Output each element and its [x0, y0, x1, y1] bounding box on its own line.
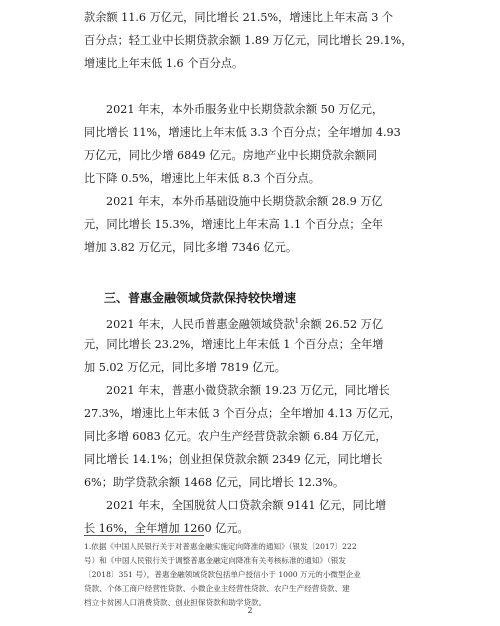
footnote-line: 1.依据《中国人民银行关于对普惠金融实施定向降准的通知》（银发〔2017〕222: [84, 542, 357, 551]
footnote-divider: [84, 535, 204, 536]
text-line: 6%；助学贷款余额 1468 亿元，同比增长 12.3%。: [84, 476, 345, 489]
paragraph-services-loans: [84, 98, 420, 190]
text-line: 款余额 11.6 万亿元，同比增长 21.5%，增速比上年末高 3 个: [84, 11, 394, 24]
paragraph-industry-loans: [84, 6, 420, 75]
page-number: 2: [247, 606, 253, 615]
text-line: 加 5.02 万亿元，同比多增 7819 亿元。: [84, 361, 286, 374]
text-line: 2021 年末，全国脱贫人口贷款余额 9141 亿元，同比增: [106, 499, 387, 512]
paragraph-inclusive-finance: [84, 310, 420, 379]
text-line: 同比增长 11%，增速比上年末低 3.3 个百分点；全年增加 4.93: [84, 126, 401, 139]
paragraph-infrastructure-loans: [84, 190, 420, 259]
footnote-line: 〔2018〕351 号），普惠金融领域贷款包括单户授信小于 1000 万元的小微型企业: [84, 570, 361, 579]
text-line: 同比多增 6083 亿元。农户生产经营贷款余额 6.84 万亿元，: [84, 430, 387, 443]
text-span: 余额 26.52 万亿: [299, 318, 384, 331]
text-line: 元，同比增长 15.3%，增速比上年末高 1.1 个百分点；全年: [84, 218, 383, 231]
footnote-line: 档立卡贫困人口消费贷款、创业担保贷款和助学贷款。: [84, 598, 267, 607]
text-span: 2021 年末，人民币普惠金融领域贷款: [106, 318, 295, 331]
section-heading: 三、普惠金融领域贷款保持较快增速: [104, 291, 297, 305]
text-line: 2021 年末，本外币服务业中长期贷款余额 50 万亿元，: [106, 103, 384, 116]
text-line: 百分点；轻工业中长期贷款余额 1.89 万亿元，同比增长 29.1%，: [84, 34, 413, 47]
text-line: 27.3%，增速比上年末低 3 个百分点；全年增加 4.13 万亿元，: [84, 407, 401, 420]
text-line: 2021 年末，普惠小微贷款余额 19.23 万亿元，同比增长: [106, 384, 390, 397]
footnote: [84, 540, 418, 610]
footnote-line: 贷款、个体工商户经营性贷款、小微企业主经营性贷款、农户生产经营贷款、建: [84, 584, 350, 593]
text-line: 2021 年末，本外币基础设施中长期贷款余额 28.9 万亿: [106, 195, 383, 208]
text-line: 元，同比增长 23.2%，增速比上年末低 1 个百分点；全年增: [84, 338, 384, 351]
text-line: 增速比上年末低 1.6 个百分点。: [84, 57, 244, 70]
paragraph-poverty-loans: [84, 494, 420, 540]
text-line: 长 16%，全年增加 1260 亿元。: [84, 522, 249, 535]
text-line: [84, 310, 420, 333]
text-line: 同比增长 14.1%；创业担保贷款余额 2349 亿元，同比增长: [84, 453, 383, 466]
text-line: 万亿元，同比少增 6849 亿元。房地产业中长期贷款余额同: [84, 149, 377, 162]
text-line: 比下降 0.5%，增速比上年末低 8.3 个百分点。: [84, 172, 320, 185]
footnote-line: 号）和《中国人民银行关于调整普惠金融定向降准有关考核标准的通知》（银发: [84, 556, 346, 565]
text-line: 增加 3.82 万亿元，同比多增 7346 亿元。: [84, 241, 298, 254]
paragraph-micro-loans: [84, 379, 420, 494]
footnote-ref[interactable]: 1: [294, 317, 300, 325]
